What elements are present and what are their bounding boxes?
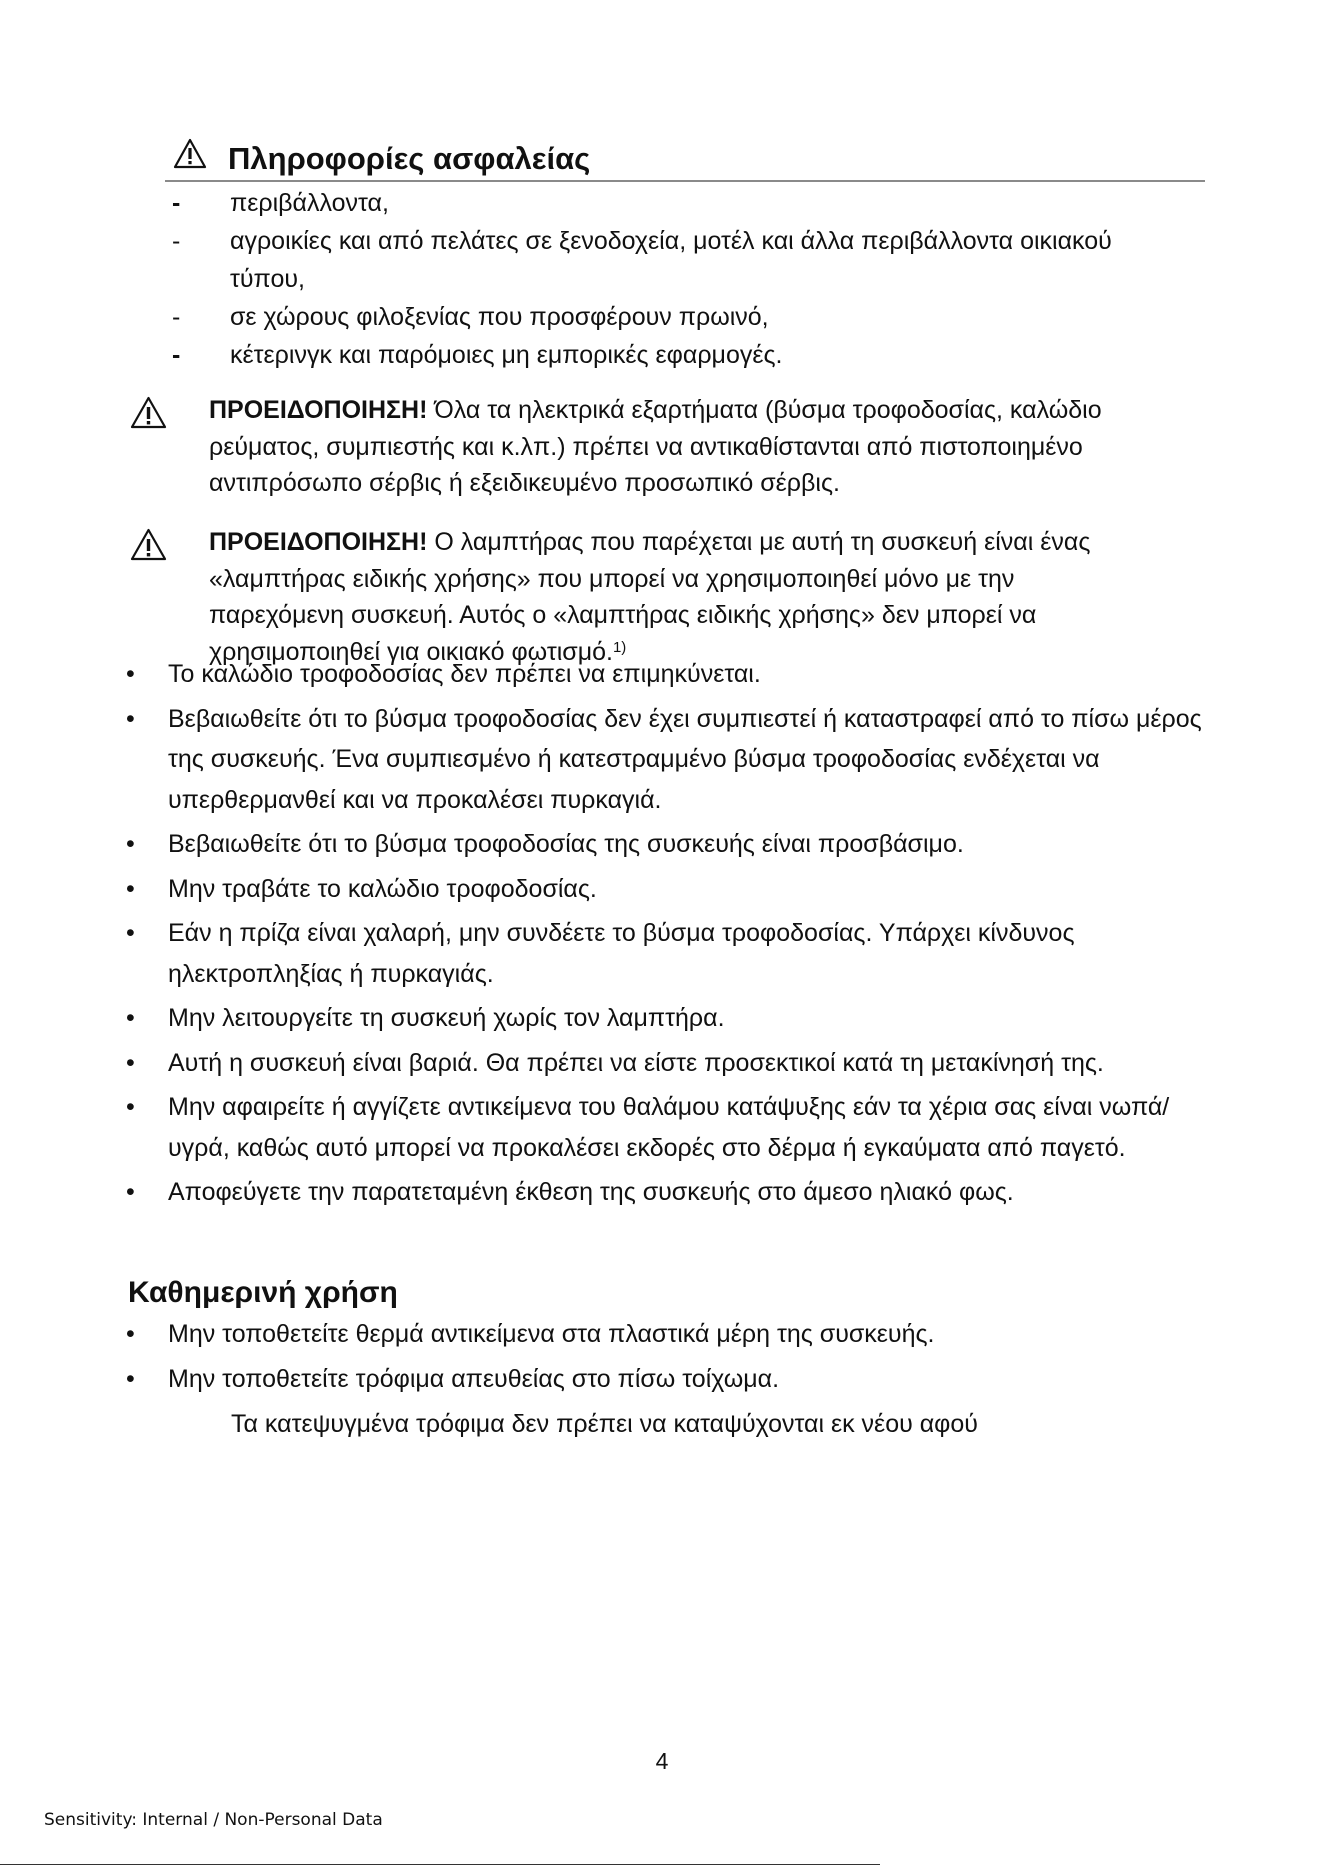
bullet-marker: • (126, 1048, 135, 1077)
bullet-item (126, 654, 1216, 695)
bullet-text: Εάν η πρίζα είναι χαλαρή, μην συνδέετε το βύσμα τροφοδοσίας. Υπάρχει κίνδυνος ηλεκτροπληξίας ή πυρκαγιάς. (168, 919, 1075, 988)
bullet-item (126, 1172, 1216, 1213)
dash-list-item (172, 222, 1190, 298)
warning-label: ΠΡΟΕΙΔΟΠΟΙΗΣΗ! (209, 528, 428, 556)
dash-marker: - (172, 227, 181, 255)
page-title: Πληροφορίες ασφαλείας (228, 141, 591, 176)
bullet-item (126, 913, 1216, 994)
dash-list-item (172, 184, 1190, 222)
warning-text: Ο λαμπτήρας που παρέχεται με αυτή τη συσκευή είναι ένας «λαμπτήρας ειδικής χρήσης» που μπορεί να χρησιμοποιηθεί μόνο με την παρεχόμενη συσκευή. Αυτός ο «λαμπτήρας ειδικής χρήσης» δεν μπορεί να χρησιμοποιηθεί για οικιακό φωτισμό. (209, 528, 1091, 666)
bullet-text: Το καλώδιο τροφοδοσίας δεν πρέπει να επιμηκύνεται. (168, 660, 761, 688)
bullet-marker: • (126, 704, 135, 733)
dash-item-text: κέτερινγκ και παρόμοιες μη εμπορικές εφαρμογές. (230, 341, 783, 369)
bullet-item (126, 869, 1216, 910)
indented-paragraph: Τα κατεψυγμένα τρόφιμα δεν πρέπει να καταψύχονται εκ νέου αφού (231, 1410, 978, 1438)
warning-label: ΠΡΟΕΙΔΟΠΟΙΗΣΗ! (209, 396, 428, 424)
dash-marker: - (172, 341, 181, 369)
warning-block-2 (130, 524, 1130, 670)
bullet-item (126, 824, 1216, 865)
bullet-item (126, 1043, 1216, 1084)
bullet-item (126, 1087, 1216, 1168)
bullet-text: Μην αφαιρείτε ή αγγίζετε αντικείμενα του θαλάμου κατάψυξης εάν τα χέρια σας είναι νωπά/υγρά, καθώς αυτό μπορεί να προκαλέσει εκδορές στο δέρμα ή εγκαύματα από παγετό. (168, 1093, 1170, 1162)
bullet-marker: • (126, 1364, 135, 1393)
bullet-text: Μην λειτουργείτε τη συσκευή χωρίς τον λαμπτήρα. (168, 1004, 725, 1032)
bullet-marker: • (126, 1004, 135, 1032)
bullet-marker: • (126, 919, 135, 947)
sensitivity-footer: Sensitivity: Internal / Non-Personal Data (44, 1810, 383, 1830)
footer-rule (0, 1864, 880, 1865)
bullet-item (126, 1314, 1216, 1355)
bullet-marker: • (126, 1178, 135, 1206)
bullet-text: Βεβαιωθείτε ότι το βύσμα τροφοδοσίας δεν έχει συμπιεστεί ή καταστραφεί από το πίσω μέρος της συσκευής. Ένα συμπιεσμένο ή κατεστραμμένο βύσμα τροφοδοσίας ενδέχεται να υπερθερμανθεί και να προκαλέσει πυρκαγιά. (168, 704, 1202, 814)
bullet-text: Βεβαιωθείτε ότι το βύσμα τροφοδοσίας της συσκευής είναι προσβάσιμο. (168, 830, 964, 858)
bullet-marker: • (126, 1320, 135, 1348)
dash-list (172, 184, 1190, 374)
safety-bullet-list (126, 654, 1216, 1217)
bullet-item (126, 699, 1216, 821)
dash-marker: - (172, 189, 181, 217)
bullet-marker: • (126, 874, 135, 903)
dash-item-text: σε χώρους φιλοξενίας που προσφέρουν πρωινό, (230, 303, 769, 331)
bullet-text: Αυτή η συσκευή είναι βαριά. Θα πρέπει να είστε προσεκτικοί κατά τη μετακίνησή της. (168, 1048, 1104, 1077)
page-number: 4 (655, 1748, 669, 1774)
bullet-marker: • (126, 830, 135, 858)
bullet-item (126, 998, 1216, 1039)
dash-item-text: περιβάλλοντα, (230, 189, 389, 217)
dash-marker: - (172, 303, 181, 331)
bullet-marker: • (126, 1093, 135, 1121)
dash-list-item (172, 298, 1190, 336)
section-header (165, 138, 1205, 182)
warning-block-1 (130, 392, 1130, 502)
section-title: Καθημερινή χρήση (128, 1276, 398, 1309)
bullet-text: Αποφεύγετε την παρατεταμένη έκθεση της συσκευής στο άμεσο ηλιακό φως. (168, 1178, 1014, 1206)
dash-item-text: αγροικίες και από πελάτες σε ξενοδοχεία, μοτέλ και άλλα περιβάλλοντα οικιακού τύπου, (230, 227, 1112, 293)
footnote-marker: 1) (612, 638, 627, 656)
bullet-marker: • (126, 660, 135, 688)
warning-triangle-icon (130, 528, 167, 562)
daily-use-bullet-list (126, 1314, 1216, 1403)
bullet-text: Μην τοποθετείτε θερμά αντικείμενα στα πλαστικά μέρη της συσκευής. (168, 1320, 935, 1348)
bullet-text: Μην τοποθετείτε τρόφιμα απευθείας στο πίσω τοίχωμα. (168, 1364, 780, 1393)
warning-triangle-icon (130, 396, 167, 430)
bullet-item (126, 1359, 1216, 1400)
dash-list-item (172, 336, 1190, 374)
bullet-text: Μην τραβάτε το καλώδιο τροφοδοσίας. (168, 874, 597, 903)
warning-text: Όλα τα ηλεκτρικά εξαρτήματα (βύσμα τροφοδοσίας, καλώδιο ρεύματος, συμπιεστής και κ.λπ.) πρέπει να αντικαθίστανται από πιστοποιημένο αντιπρόσωπο σέρβις ή εξειδικευμένο προσωπικό σέρβις. (209, 396, 1102, 497)
warning-triangle-icon (173, 138, 207, 170)
